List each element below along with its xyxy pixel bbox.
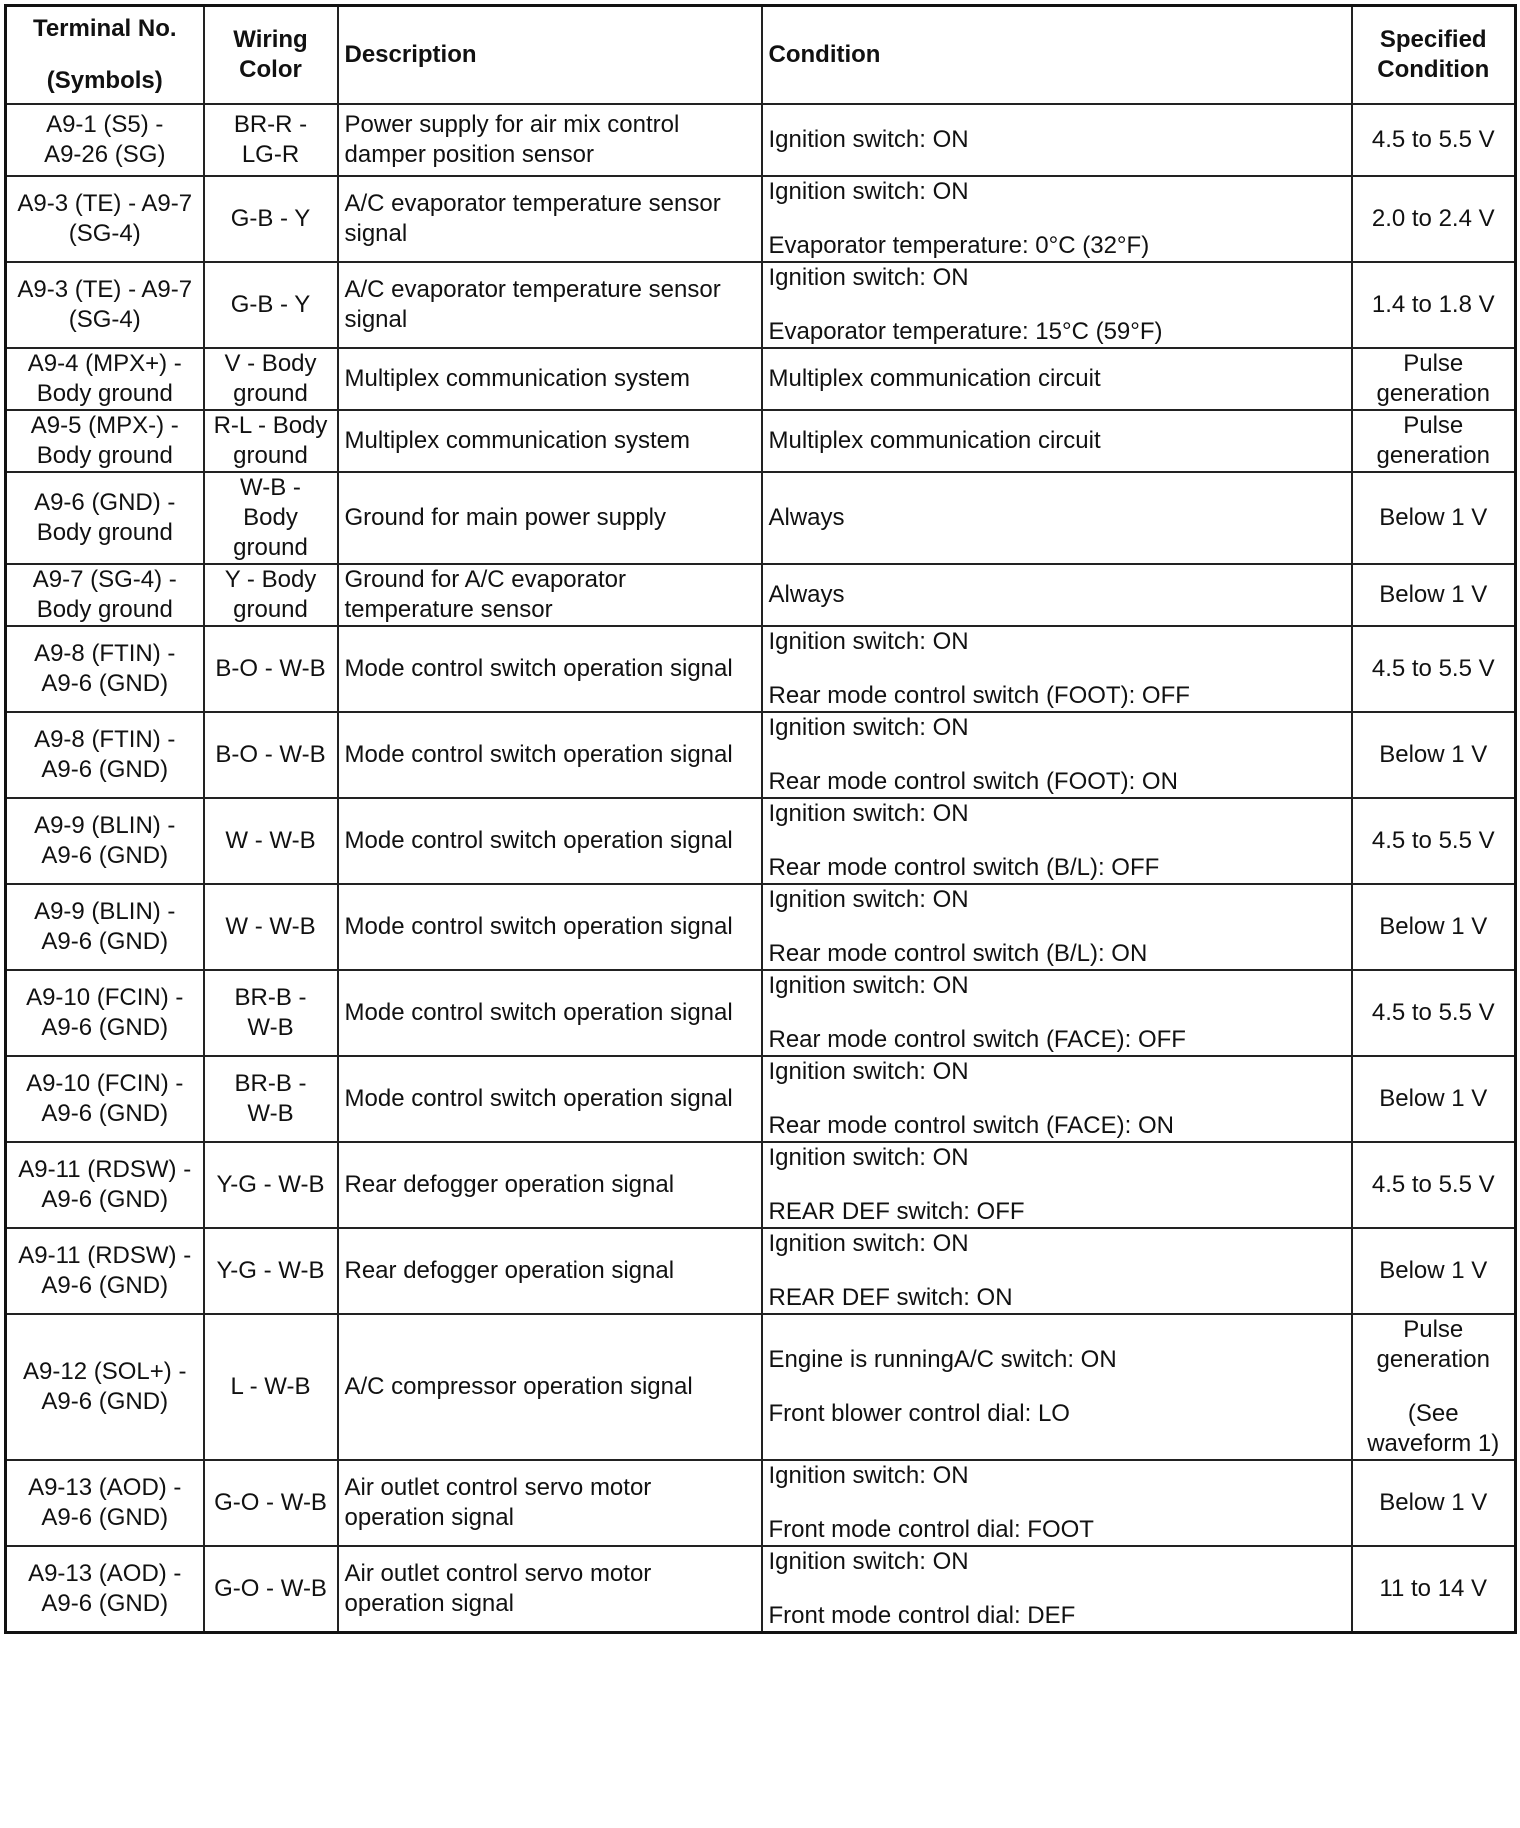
cell-wiring-color: BR-R - LG-R: [204, 104, 338, 176]
cell-description: Mode control switch operation signal: [338, 712, 762, 798]
condition-line: REAR DEF switch: OFF: [768, 1198, 1025, 1225]
table-row: [6, 104, 1516, 176]
condition-line: Ignition switch: ON: [768, 1462, 969, 1489]
table-row: [6, 564, 1516, 626]
cell-specified-condition: [1352, 970, 1516, 1056]
cell-terminal: A9-12 (SOL+) - A9-6 (GND): [6, 1314, 204, 1460]
specified-line: 4.5 to 5.5 V: [1371, 999, 1495, 1026]
specified-line: Below 1 V: [1379, 1489, 1488, 1516]
cell-condition: [762, 1460, 1352, 1546]
cell-description: Power supply for air mix control damper position sensor: [338, 104, 762, 176]
table-row: [6, 712, 1516, 798]
cell-wiring-color: W-B - Body ground: [204, 472, 338, 564]
cell-wiring-color: R-L - Body ground: [204, 410, 338, 472]
table-row: [6, 1460, 1516, 1546]
cell-condition: [762, 104, 1352, 176]
cell-wiring-color: Y-G - W-B: [204, 1228, 338, 1314]
condition-line: Rear mode control switch (FOOT): ON: [768, 768, 1178, 795]
cell-description: Rear defogger operation signal: [338, 1228, 762, 1314]
table-row: [6, 970, 1516, 1056]
table-row: [6, 1314, 1516, 1460]
cell-specified-condition: [1352, 348, 1516, 410]
table-row: [6, 1228, 1516, 1314]
cell-specified-condition: [1352, 884, 1516, 970]
condition-line: Always: [768, 581, 845, 608]
cell-description: A/C evaporator temperature sensor signal: [338, 262, 762, 348]
cell-condition: [762, 348, 1352, 410]
cell-specified-condition: [1352, 798, 1516, 884]
cell-condition: [762, 176, 1352, 262]
header-terminal-line2: (Symbols): [46, 67, 163, 94]
condition-line: Front blower control dial: LO: [768, 1400, 1070, 1427]
condition-line: Ignition switch: ON: [768, 714, 969, 741]
condition-line: Ignition switch: ON: [768, 178, 969, 205]
cell-specified-condition: [1352, 176, 1516, 262]
header-condition: Condition: [762, 6, 1352, 105]
cell-description: Mode control switch operation signal: [338, 884, 762, 970]
condition-line: Ignition switch: ON: [768, 126, 969, 153]
condition-line: Evaporator temperature: 0°C (32°F): [768, 232, 1150, 259]
cell-terminal: A9-6 (GND) - Body ground: [6, 472, 204, 564]
cell-wiring-color: BR-B - W-B: [204, 970, 338, 1056]
cell-specified-condition: [1352, 410, 1516, 472]
cell-description: A/C evaporator temperature sensor signal: [338, 176, 762, 262]
cell-wiring-color: B-O - W-B: [204, 626, 338, 712]
cell-description: Ground for A/C evaporator temperature sensor: [338, 564, 762, 626]
specified-line: Below 1 V: [1379, 1085, 1488, 1112]
cell-specified-condition: [1352, 1460, 1516, 1546]
cell-specified-condition: [1352, 262, 1516, 348]
cell-condition: [762, 712, 1352, 798]
condition-line: REAR DEF switch: ON: [768, 1284, 1013, 1311]
header-terminal: [6, 6, 204, 105]
specified-line: 4.5 to 5.5 V: [1371, 126, 1495, 153]
cell-description: Mode control switch operation signal: [338, 798, 762, 884]
condition-line: Ignition switch: ON: [768, 1230, 969, 1257]
cell-wiring-color: BR-B - W-B: [204, 1056, 338, 1142]
table-row: [6, 1142, 1516, 1228]
cell-description: Multiplex communication system: [338, 410, 762, 472]
specified-line: Below 1 V: [1379, 504, 1488, 531]
cell-terminal: A9-5 (MPX-) - Body ground: [6, 410, 204, 472]
cell-description: Ground for main power supply: [338, 472, 762, 564]
terminal-spec-sheet: [4, 4, 1514, 1634]
cell-specified-condition: [1352, 712, 1516, 798]
specified-line: 1.4 to 1.8 V: [1371, 291, 1495, 318]
cell-condition: [762, 1546, 1352, 1633]
specified-line: 4.5 to 5.5 V: [1371, 1171, 1495, 1198]
cell-terminal: A9-1 (S5) - A9-26 (SG): [6, 104, 204, 176]
cell-specified-condition: [1352, 626, 1516, 712]
cell-description: Multiplex communication system: [338, 348, 762, 410]
cell-wiring-color: V - Body ground: [204, 348, 338, 410]
table-row: [6, 798, 1516, 884]
cell-condition: [762, 564, 1352, 626]
table-row: [6, 626, 1516, 712]
condition-line: Rear mode control switch (B/L): OFF: [768, 854, 1160, 881]
cell-specified-condition: [1352, 1142, 1516, 1228]
cell-terminal: A9-13 (AOD) - A9-6 (GND): [6, 1546, 204, 1633]
cell-condition: [762, 410, 1352, 472]
cell-description: Mode control switch operation signal: [338, 626, 762, 712]
specified-line: (See waveform 1): [1367, 1400, 1500, 1457]
table-body: [6, 104, 1516, 1633]
cell-terminal: A9-9 (BLIN) - A9-6 (GND): [6, 884, 204, 970]
cell-description: Mode control switch operation signal: [338, 970, 762, 1056]
condition-line: Always: [768, 504, 845, 531]
header-terminal-line1: Terminal No.: [32, 15, 177, 42]
cell-specified-condition: [1352, 1228, 1516, 1314]
cell-specified-condition: [1352, 564, 1516, 626]
table-row: [6, 1056, 1516, 1142]
cell-terminal: A9-8 (FTIN) - A9-6 (GND): [6, 712, 204, 798]
cell-description: A/C compressor operation signal: [338, 1314, 762, 1460]
header-wiring: Wiring Color: [204, 6, 338, 105]
table-row: [6, 348, 1516, 410]
condition-line: Evaporator temperature: 15°C (59°F): [768, 318, 1163, 345]
cell-condition: [762, 626, 1352, 712]
condition-line: Ignition switch: ON: [768, 886, 969, 913]
cell-description: Air outlet control servo motor operation signal: [338, 1460, 762, 1546]
cell-terminal: A9-3 (TE) - A9-7 (SG-4): [6, 262, 204, 348]
cell-terminal: A9-4 (MPX+) - Body ground: [6, 348, 204, 410]
condition-line: Ignition switch: ON: [768, 1144, 969, 1171]
specified-line: Pulse generation: [1376, 350, 1490, 407]
condition-line: Ignition switch: ON: [768, 264, 969, 291]
cell-condition: [762, 970, 1352, 1056]
cell-description: Air outlet control servo motor operation signal: [338, 1546, 762, 1633]
cell-specified-condition: [1352, 1056, 1516, 1142]
condition-line: Front mode control dial: FOOT: [768, 1516, 1094, 1543]
table-row: [6, 1546, 1516, 1633]
cell-condition: [762, 1142, 1352, 1228]
table-row: [6, 262, 1516, 348]
cell-wiring-color: Y-G - W-B: [204, 1142, 338, 1228]
cell-wiring-color: G-O - W-B: [204, 1546, 338, 1633]
header-row: [6, 6, 1516, 105]
specified-line: Below 1 V: [1379, 741, 1488, 768]
table-row: [6, 472, 1516, 564]
cell-wiring-color: W - W-B: [204, 798, 338, 884]
specified-line: 4.5 to 5.5 V: [1371, 827, 1495, 854]
specified-line: Pulse generation: [1376, 1316, 1490, 1373]
cell-wiring-color: W - W-B: [204, 884, 338, 970]
cell-wiring-color: G-B - Y: [204, 176, 338, 262]
condition-line: Multiplex communication circuit: [768, 365, 1101, 392]
cell-terminal: A9-10 (FCIN) - A9-6 (GND): [6, 970, 204, 1056]
cell-condition: [762, 1228, 1352, 1314]
cell-terminal: A9-8 (FTIN) - A9-6 (GND): [6, 626, 204, 712]
specified-line: Below 1 V: [1379, 913, 1488, 940]
cell-condition: [762, 1056, 1352, 1142]
condition-line: Ignition switch: ON: [768, 800, 969, 827]
specified-line: Below 1 V: [1379, 1257, 1488, 1284]
table-row: [6, 410, 1516, 472]
cell-description: Mode control switch operation signal: [338, 1056, 762, 1142]
cell-terminal: A9-7 (SG-4) - Body ground: [6, 564, 204, 626]
condition-line: Rear mode control switch (B/L): ON: [768, 940, 1148, 967]
cell-specified-condition: [1352, 1314, 1516, 1460]
cell-specified-condition: [1352, 472, 1516, 564]
condition-line: Multiplex communication circuit: [768, 427, 1101, 454]
condition-line: Rear mode control switch (FOOT): OFF: [768, 682, 1190, 709]
condition-line: Ignition switch: ON: [768, 1058, 969, 1085]
terminal-spec-table: [4, 4, 1517, 1634]
header-specified: Specified Condition: [1352, 6, 1516, 105]
specified-line: Pulse generation: [1376, 412, 1490, 469]
cell-condition: [762, 798, 1352, 884]
cell-condition: [762, 884, 1352, 970]
specified-line: 2.0 to 2.4 V: [1371, 205, 1495, 232]
table-row: [6, 176, 1516, 262]
cell-wiring-color: L - W-B: [204, 1314, 338, 1460]
cell-condition: [762, 1314, 1352, 1460]
condition-line: Rear mode control switch (FACE): ON: [768, 1112, 1174, 1139]
cell-terminal: A9-11 (RDSW) - A9-6 (GND): [6, 1228, 204, 1314]
cell-specified-condition: [1352, 1546, 1516, 1633]
cell-wiring-color: Y - Body ground: [204, 564, 338, 626]
cell-wiring-color: G-B - Y: [204, 262, 338, 348]
condition-line: Rear mode control switch (FACE): OFF: [768, 1026, 1186, 1053]
cell-terminal: A9-11 (RDSW) - A9-6 (GND): [6, 1142, 204, 1228]
cell-condition: [762, 472, 1352, 564]
condition-line: Ignition switch: ON: [768, 628, 969, 655]
condition-line: Engine is runningA/C switch: ON: [768, 1346, 1117, 1373]
cell-specified-condition: [1352, 104, 1516, 176]
cell-description: Rear defogger operation signal: [338, 1142, 762, 1228]
cell-terminal: A9-10 (FCIN) - A9-6 (GND): [6, 1056, 204, 1142]
condition-line: Ignition switch: ON: [768, 1548, 969, 1575]
table-row: [6, 884, 1516, 970]
cell-wiring-color: G-O - W-B: [204, 1460, 338, 1546]
specified-line: Below 1 V: [1379, 581, 1488, 608]
specified-line: 11 to 14 V: [1379, 1575, 1488, 1602]
header-description: Description: [338, 6, 762, 105]
cell-terminal: A9-13 (AOD) - A9-6 (GND): [6, 1460, 204, 1546]
condition-line: Ignition switch: ON: [768, 972, 969, 999]
cell-terminal: A9-9 (BLIN) - A9-6 (GND): [6, 798, 204, 884]
cell-terminal: A9-3 (TE) - A9-7 (SG-4): [6, 176, 204, 262]
cell-condition: [762, 262, 1352, 348]
cell-wiring-color: B-O - W-B: [204, 712, 338, 798]
specified-line: 4.5 to 5.5 V: [1371, 655, 1495, 682]
condition-line: Front mode control dial: DEF: [768, 1602, 1076, 1629]
